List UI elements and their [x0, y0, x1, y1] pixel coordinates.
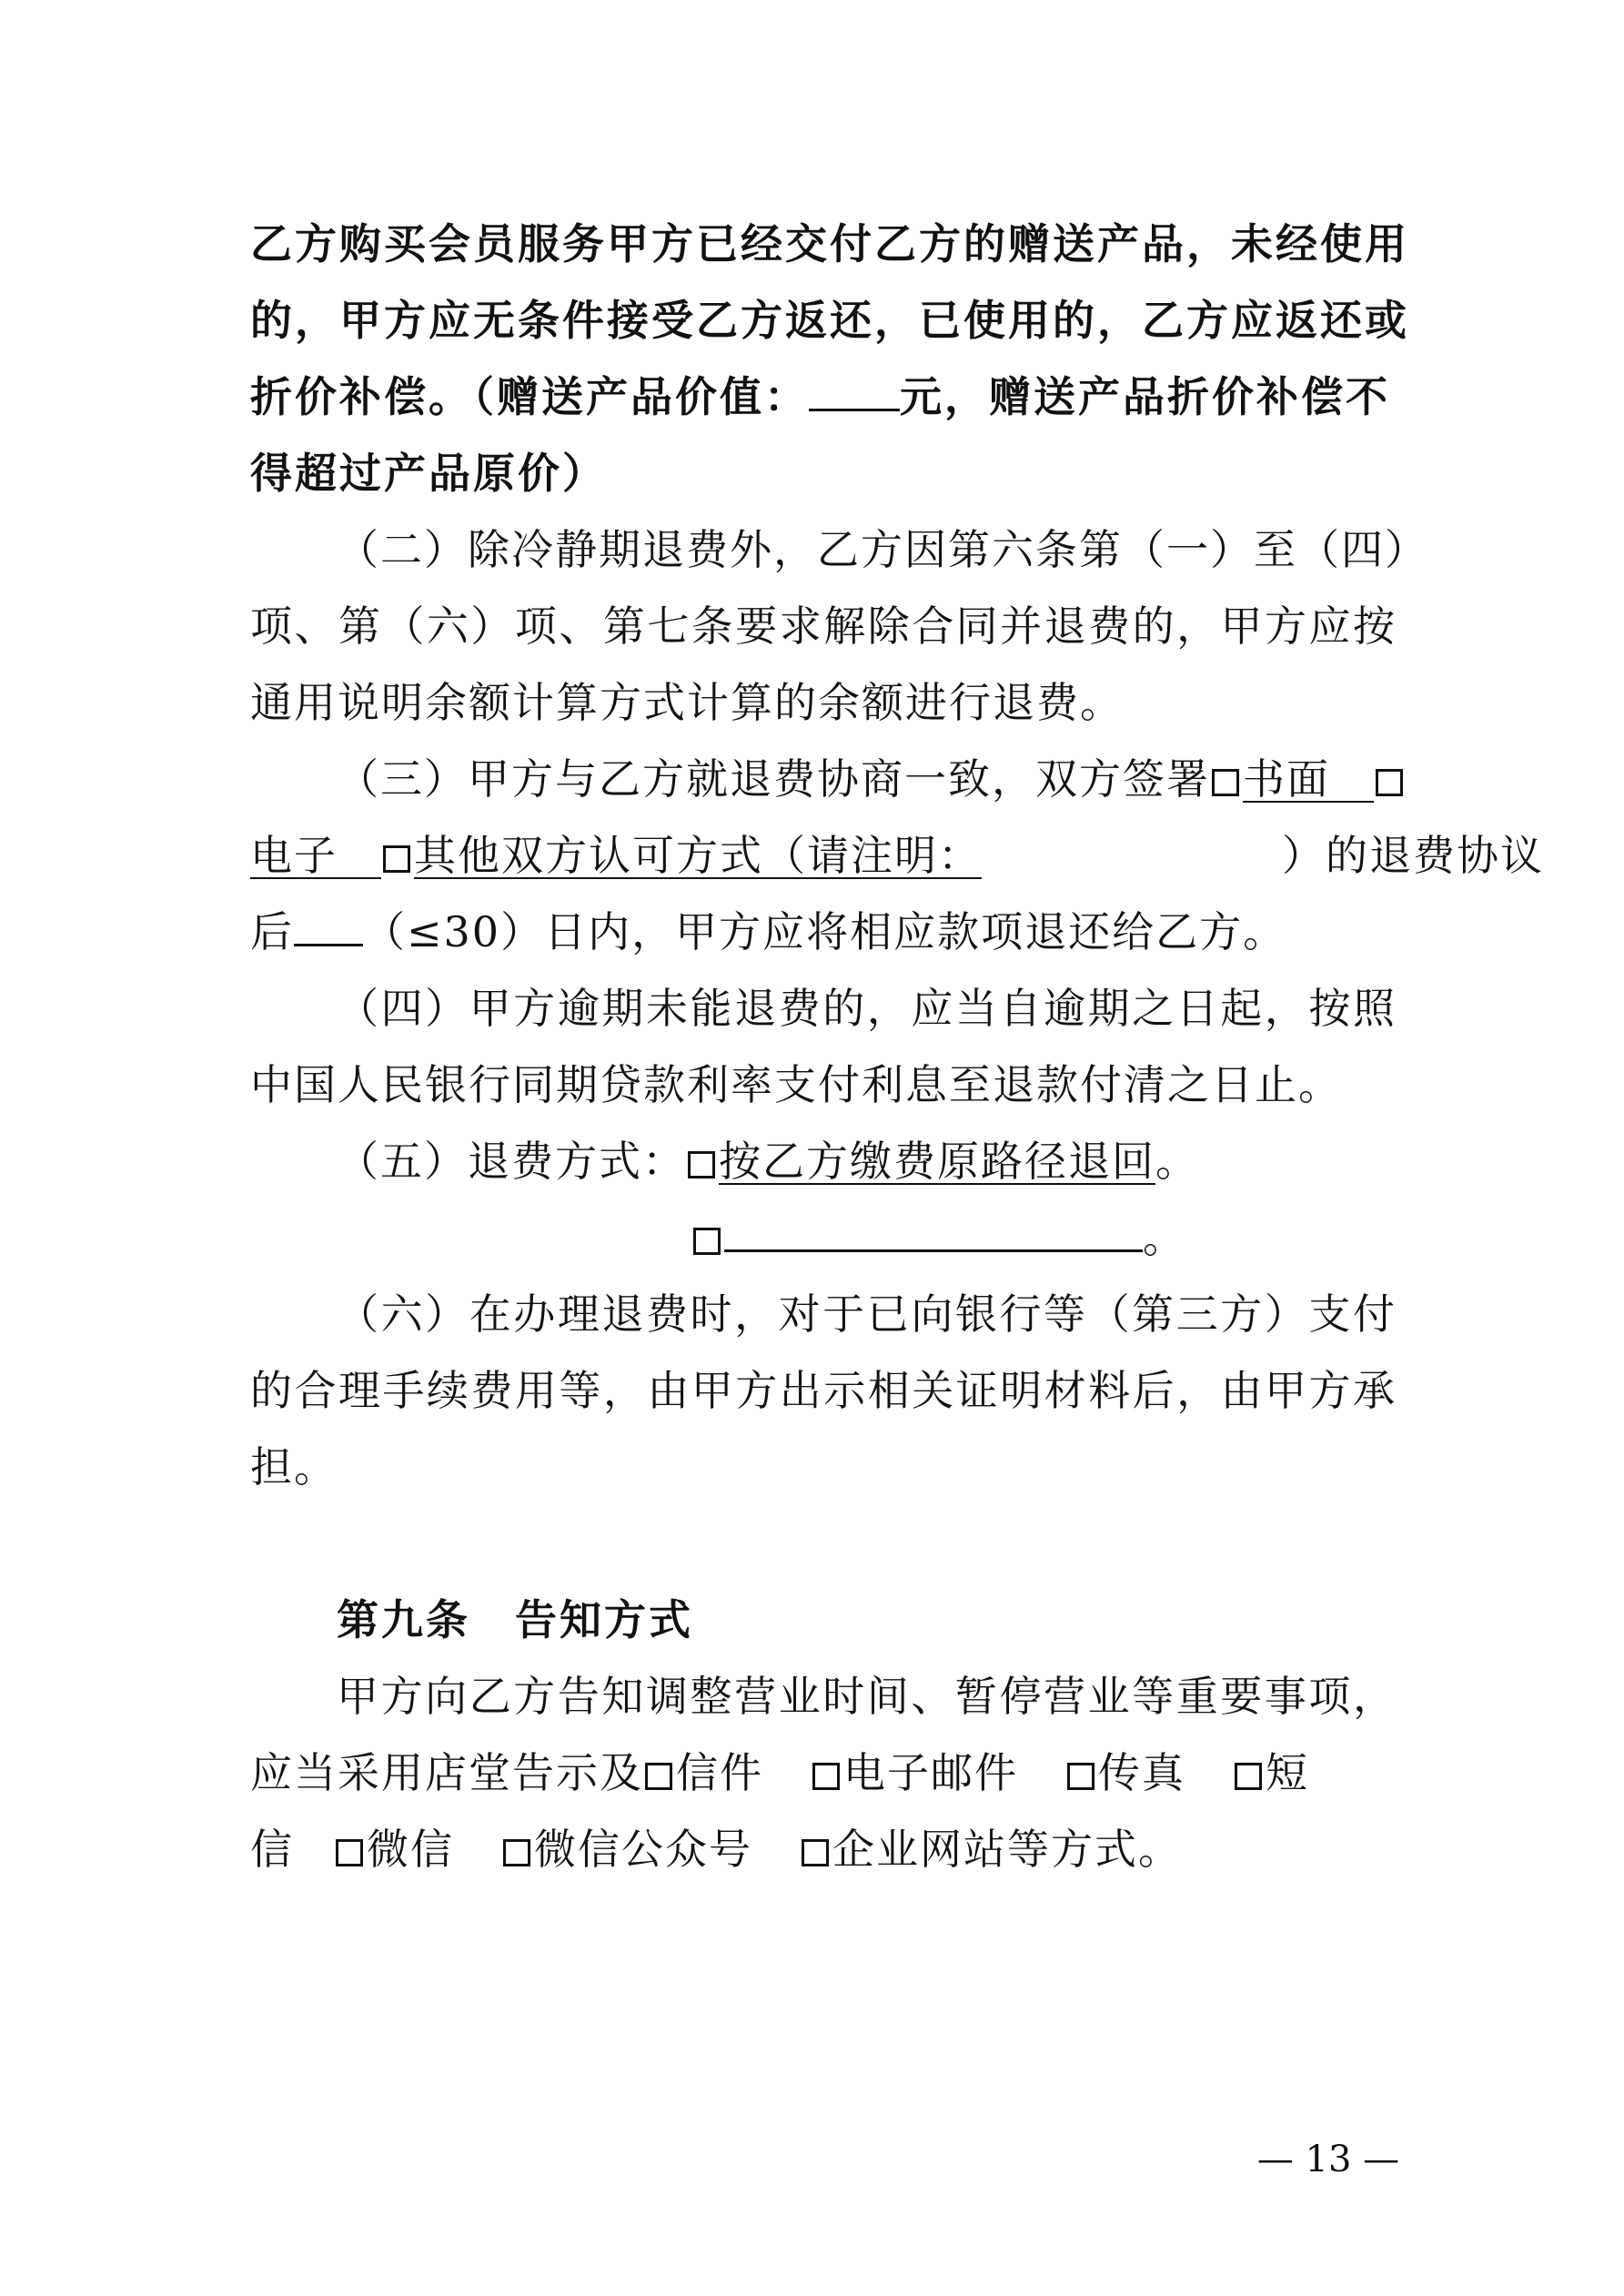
- section-9-line-1: 甲方向乙方告知调整营业时间、暂停营业等重要事项，: [337, 1672, 1397, 1721]
- checkbox-website[interactable]: [802, 1839, 829, 1866]
- section-9-heading: 第九条 告知方式: [337, 1595, 693, 1644]
- checkbox-other-method[interactable]: [693, 1228, 721, 1255]
- para-3-days-text: （≤30）日内，甲方应将相应款项退还给乙方。: [363, 907, 1287, 956]
- para-3-line-3: [250, 903, 1397, 961]
- para-2-line-2: 项、第（六）项、第七条要求解除合同并退费的，甲方应按: [250, 602, 1397, 651]
- gift-value-label: 折价补偿。（赠送产品价值：: [250, 372, 809, 421]
- option-wechat: 微信: [367, 1825, 454, 1874]
- refund-days-blank[interactable]: [294, 907, 363, 946]
- para-4-line-1: （四）甲方逾期未能退费的，应当自逾期之日起，按照: [337, 984, 1397, 1033]
- checkbox-sms[interactable]: [1235, 1763, 1262, 1790]
- option-fax: 传真: [1098, 1748, 1185, 1797]
- option-sms-part2: 信: [250, 1825, 294, 1874]
- checkbox-wechat[interactable]: [336, 1839, 363, 1866]
- para-3-after: 后: [250, 907, 294, 956]
- para-1-line-3: [250, 368, 1397, 426]
- checkbox-letter[interactable]: [645, 1763, 672, 1790]
- checkbox-email[interactable]: [812, 1763, 840, 1790]
- para-5-line-2: 。: [691, 1209, 1328, 1267]
- para-1-line-2: 的，甲方应无条件接受乙方返还，已使用的，乙方应返还或: [250, 296, 1409, 345]
- para-4-line-2: 中国人民银行同期贷款利率支付利息至退款付清之日止。: [250, 1060, 1342, 1109]
- option-email: 电子邮件: [843, 1748, 1018, 1797]
- option-written[interactable]: 书面: [1210, 754, 1407, 804]
- gift-value-blank[interactable]: [809, 372, 900, 411]
- option-electronic-other: 电子 其他双方认可方式（请注明：: [250, 831, 982, 880]
- refund-method-label: （五）退费方式：: [337, 1137, 686, 1186]
- checkbox-other[interactable]: [383, 845, 410, 873]
- other-method-blank[interactable]: [724, 1213, 1143, 1252]
- checkbox-wechat-official[interactable]: [503, 1839, 530, 1866]
- para-3-line-2: [250, 826, 1544, 885]
- para-3-line-1: [337, 750, 1397, 808]
- para-3-intro: （三）甲方与乙方就退费协商一致，双方签署: [337, 754, 1210, 804]
- gift-value-suffix: 元，赠送产品折价补偿不: [900, 372, 1390, 421]
- option-letter: 信件: [676, 1748, 763, 1797]
- checkbox-written[interactable]: [1212, 769, 1239, 796]
- para-1-line-1: 乙方购买会员服务甲方已经交付乙方的赠送产品，未经使用: [250, 219, 1409, 268]
- section-9-line-2: [250, 1744, 1397, 1802]
- para-6-line-2: 的合理手续费用等，由甲方出示相关证明材料后，由甲方承: [250, 1366, 1397, 1415]
- section-9-line-3: [250, 1820, 1397, 1878]
- notice-intro: 应当采用店堂告示及: [250, 1748, 643, 1797]
- option-original-path[interactable]: 按乙方缴费原路径退回: [686, 1137, 1155, 1186]
- para-2-line-3: 通用说明余额计算方式计算的余额进行退费。: [250, 678, 1124, 727]
- para-3-agreement: ）的退费协议: [1282, 831, 1544, 880]
- page-number: — 13 —: [1256, 2139, 1400, 2180]
- option-sms-part1: 短: [1266, 1748, 1309, 1797]
- para-1-line-4: 得超过产品原价）: [250, 449, 607, 498]
- para-6-line-3: 担。: [250, 1442, 338, 1492]
- para-6-line-1: （六）在办理退费时，对于已向银行等（第三方）支付: [337, 1290, 1397, 1339]
- option-website: 企业网站等方式。: [832, 1825, 1182, 1874]
- checkbox-electronic[interactable]: [1376, 769, 1403, 796]
- checkbox-original-path[interactable]: [688, 1151, 715, 1178]
- para-5-line-1: （五）退费方式： 按乙方缴费原路径退回。: [337, 1137, 1199, 1186]
- option-wechat-official: 微信公众号: [534, 1825, 752, 1874]
- para-2-line-1: （二）除冷静期退费外，乙方因第六条第（一）至（四）: [337, 525, 1428, 574]
- checkbox-fax[interactable]: [1067, 1763, 1094, 1790]
